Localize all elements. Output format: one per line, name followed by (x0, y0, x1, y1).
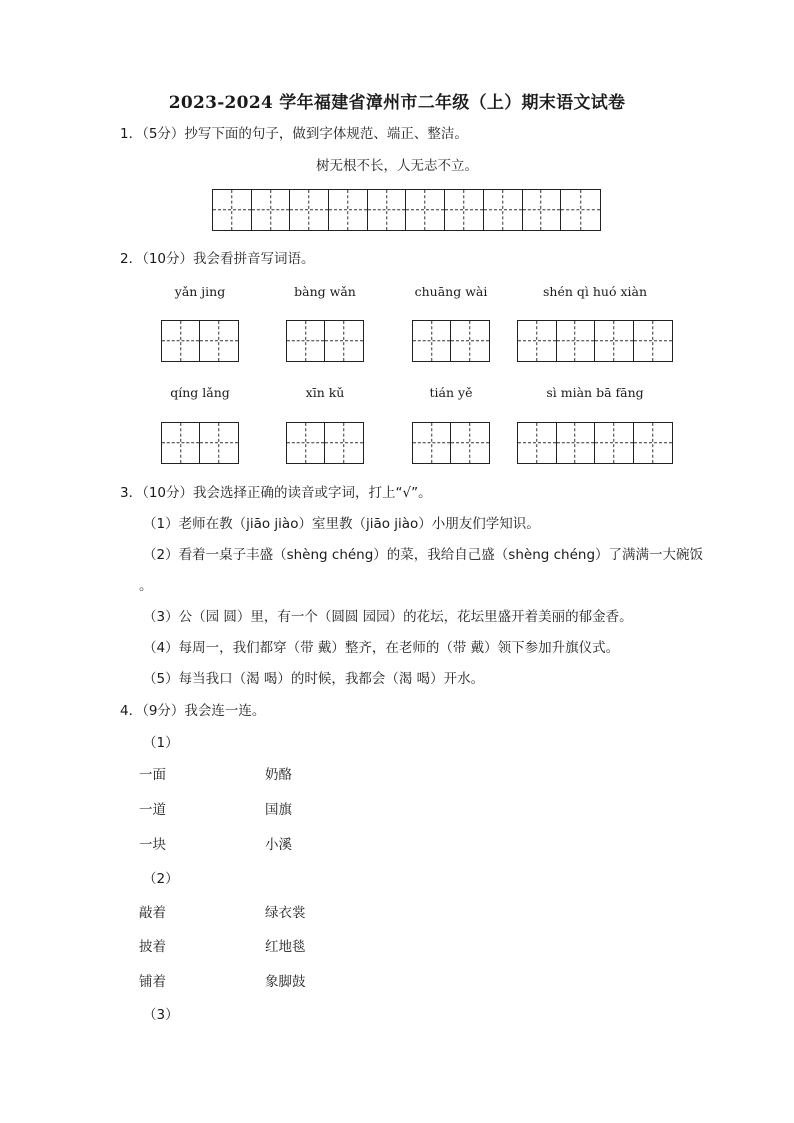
writing-cell[interactable] (413, 423, 451, 463)
page-title: 2023-2024 学年福建省漳州市二年级（上）期末语文试卷 (168, 93, 626, 113)
writing-cell[interactable] (200, 423, 238, 463)
match-right-item[interactable]: 红地毯 (265, 939, 306, 955)
match-right-item[interactable]: 国旗 (265, 802, 292, 818)
writing-cell[interactable] (634, 321, 673, 361)
writing-cell[interactable] (518, 321, 557, 361)
pinyin-label: xīn kǔ (305, 385, 345, 400)
writing-cell[interactable] (287, 423, 325, 463)
match-left-item[interactable]: 披着 (139, 939, 166, 955)
writing-cell[interactable] (162, 321, 200, 361)
writing-cell[interactable] (518, 423, 557, 463)
question-3-item: （2）看着一桌子丰盛（shèng chéng）的菜，我给自己盛（shèng chéng）了满满一大碗饭 (143, 547, 704, 563)
writing-cell[interactable] (634, 423, 673, 463)
match-right-item[interactable]: 奶酪 (265, 767, 292, 783)
writing-cell[interactable] (561, 190, 600, 230)
pinyin-label: chuāng wài (414, 284, 488, 299)
writing-cell[interactable] (162, 423, 200, 463)
writing-grid-shenqihuoxian[interactable] (517, 320, 673, 362)
question-4-prompt: 4．（9分）我会连一连。 (120, 703, 266, 719)
writing-grid-tianye[interactable] (412, 422, 490, 464)
part-label: （3） (143, 1007, 179, 1023)
writing-cell[interactable] (445, 190, 484, 230)
writing-cell[interactable] (368, 190, 407, 230)
question-2-prompt: 2．（10分）我会看拼音写词语。 (120, 251, 315, 267)
writing-cell[interactable] (595, 423, 634, 463)
match-right-item[interactable]: 绿衣裳 (265, 905, 306, 921)
match-right-item[interactable]: 小溪 (265, 837, 292, 853)
writing-cell[interactable] (406, 190, 445, 230)
writing-cell[interactable] (290, 190, 329, 230)
writing-cell[interactable] (451, 423, 489, 463)
part-label: （2） (143, 871, 179, 887)
question-3-item: （3）公（园 圆）里，有一个（圆圆 园园）的花坛，花坛里盛开着美丽的郁金香。 (143, 609, 633, 625)
part-label: （1） (143, 735, 179, 751)
writing-cell[interactable] (484, 190, 523, 230)
writing-grid-simianbafang[interactable] (517, 422, 673, 464)
writing-cell[interactable] (325, 321, 363, 361)
writing-grid-q1[interactable] (212, 189, 601, 231)
pinyin-label: qíng lǎng (170, 385, 230, 400)
writing-cell[interactable] (413, 321, 451, 361)
match-left-item[interactable]: 一块 (139, 837, 166, 853)
writing-cell[interactable] (213, 190, 252, 230)
match-right-item[interactable]: 象脚鼓 (265, 974, 306, 990)
match-left-item[interactable]: 铺着 (139, 974, 166, 990)
pinyin-label: sì miàn bā fāng (546, 385, 644, 400)
match-left-item[interactable]: 敲着 (139, 905, 166, 921)
writing-cell[interactable] (200, 321, 238, 361)
writing-cell[interactable] (595, 321, 634, 361)
pinyin-label: bàng wǎn (294, 284, 356, 299)
writing-cell[interactable] (287, 321, 325, 361)
question-1-prompt: 1．（5分）抄写下面的句子，做到字体规范、端正、整洁。 (120, 126, 468, 142)
writing-cell[interactable] (557, 321, 596, 361)
writing-grid-chuangwai[interactable] (412, 320, 490, 362)
copy-sentence: 树无根不长，人无志不立。 (316, 158, 478, 174)
pinyin-label: shén qì huó xiàn (542, 284, 647, 299)
writing-grid-qinglang[interactable] (161, 422, 239, 464)
writing-cell[interactable] (329, 190, 368, 230)
question-3-prompt: 3．（10分）我会选择正确的读音或字词，打上“√”。 (120, 485, 432, 501)
writing-cell[interactable] (325, 423, 363, 463)
writing-grid-yanjing[interactable] (161, 320, 239, 362)
writing-cell[interactable] (451, 321, 489, 361)
match-left-item[interactable]: 一道 (139, 802, 166, 818)
writing-cell[interactable] (557, 423, 596, 463)
question-3-item: （5）每当我口（渴 喝）的时候，我都会（渴 喝）开水。 (143, 671, 485, 687)
question-3-item: （1）老师在教（jiāo jiào）室里教（jiāo jiào）小朋友们学知识。 (143, 516, 540, 532)
pinyin-label: tián yě (429, 385, 473, 400)
writing-cell[interactable] (252, 190, 291, 230)
writing-grid-bangwan[interactable] (286, 320, 364, 362)
question-3-item-continuation: 。 (139, 578, 153, 594)
pinyin-label: yǎn jing (174, 284, 226, 299)
writing-cell[interactable] (523, 190, 562, 230)
question-3-item: （4）每周一，我们都穿（带 戴）整齐，在老师的（带 戴）领下参加升旗仪式。 (143, 640, 620, 656)
match-left-item[interactable]: 一面 (139, 767, 166, 783)
writing-grid-xinku[interactable] (286, 422, 364, 464)
